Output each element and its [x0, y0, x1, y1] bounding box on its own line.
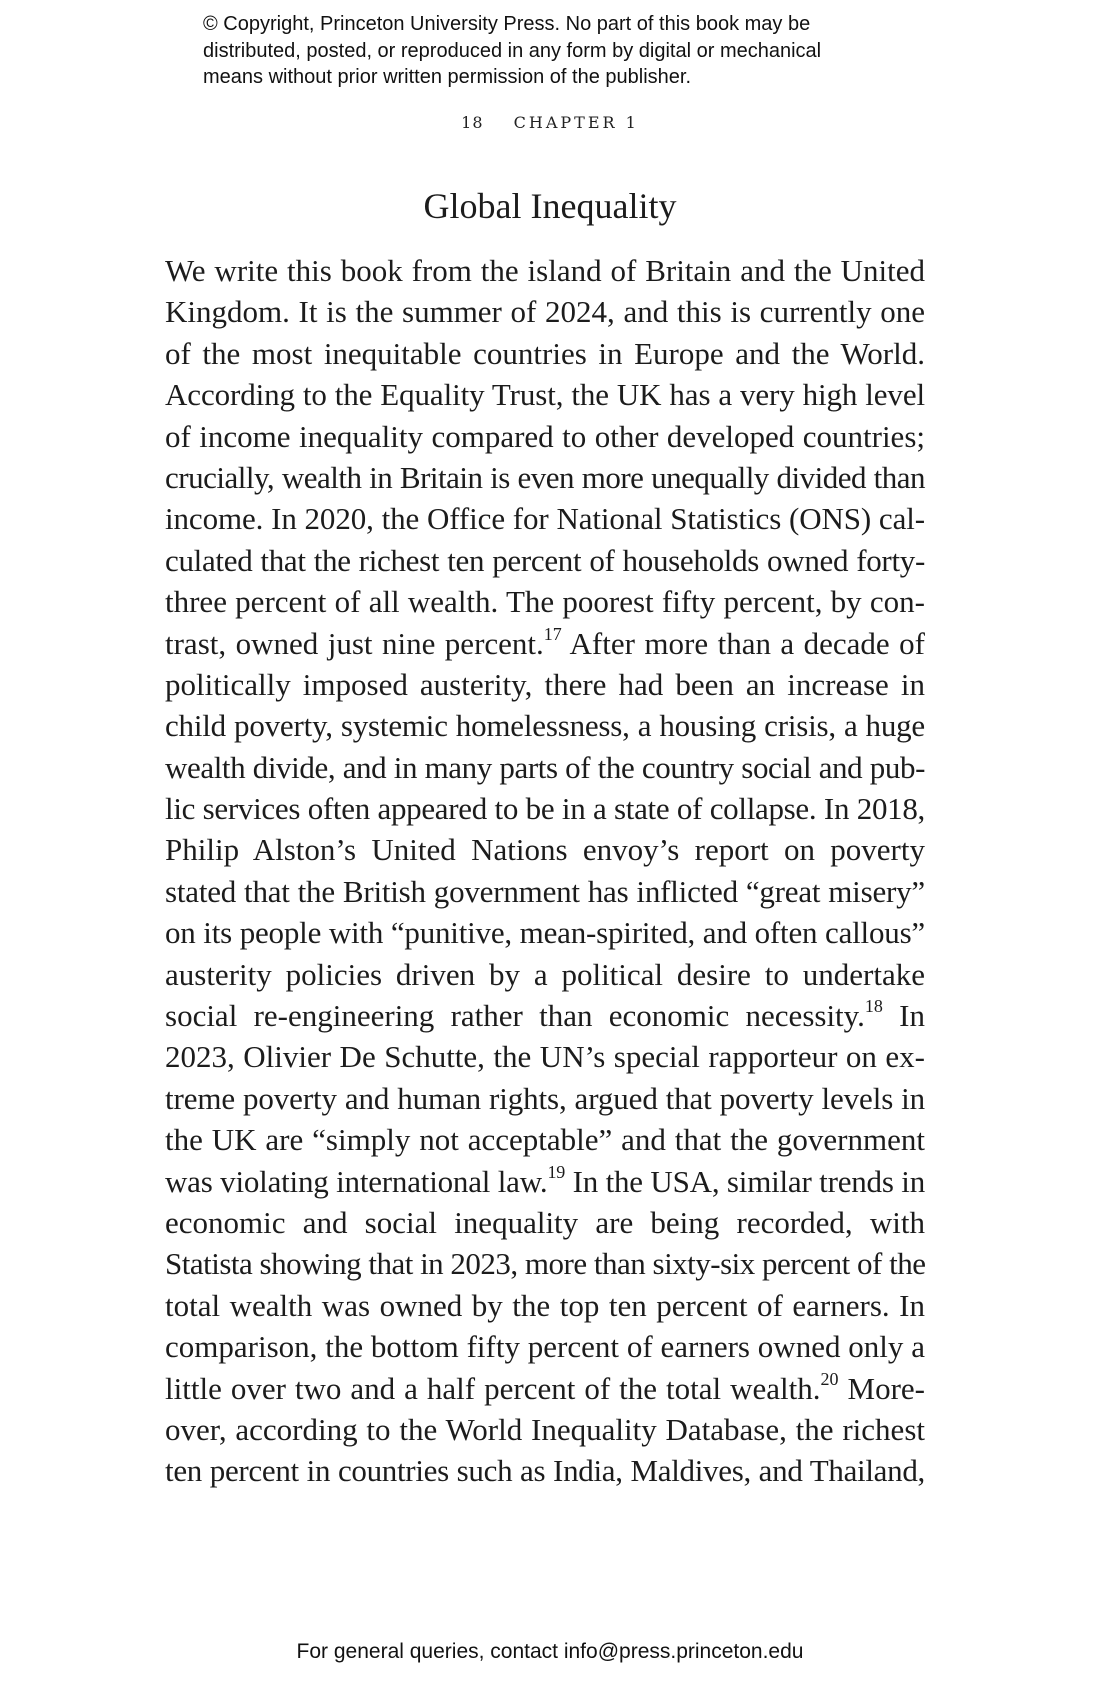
- text-line: ten percent in countries such as India, Maldives, and Thailand,: [165, 1453, 925, 1489]
- text-line: politically imposed austerity, there had been an increase in: [165, 666, 925, 702]
- text-line-with-note: [165, 623, 925, 664]
- page-number: 18: [461, 113, 484, 132]
- text-line: We write this book from the island of Britain and the United: [165, 253, 925, 288]
- text-line: Statista showing that in 2023, more than sixty-six percent of the: [165, 1246, 926, 1282]
- copyright-line: means without prior written permission of the publisher.: [203, 66, 692, 88]
- text-line: lic services often appeared to be in a state of collapse. In 2018,: [165, 791, 925, 827]
- text-line: Philip Alston’s United Nations envoy’s report on poverty: [165, 832, 925, 868]
- footer-contact: For general queries, contact info@press.princeton.edu: [296, 1640, 804, 1663]
- copyright-line: distributed, posted, or reproduced in any form by digital or mechanical: [203, 39, 822, 62]
- footnote-ref-19[interactable]: 19: [547, 1161, 566, 1182]
- footnote-ref-18[interactable]: 18: [864, 996, 883, 1017]
- text-line: wealth divide, and in many parts of the country social and pub-: [165, 749, 925, 785]
- text-line: Kingdom. It is the summer of 2024, and this is currently one: [165, 294, 925, 330]
- line-text: little over two and a half percent of the total wealth.: [165, 1370, 821, 1406]
- text-line: over, according to the World Inequality Database, the richest: [165, 1411, 925, 1447]
- text-line: child poverty, systemic homelessness, a housing crisis, a huge: [165, 708, 925, 744]
- text-line: income. In 2020, the Office for National Statistics (ONS) cal-: [165, 501, 925, 537]
- text-line: three percent of all wealth. The poorest fifty percent, by con-: [165, 584, 925, 620]
- text-line: on its people with “punitive, mean-spirited, and often callous”: [165, 915, 925, 951]
- line-tail: In the USA, similar trends in: [565, 1163, 925, 1199]
- line-text: social re-engineering rather than economic necessity.: [165, 998, 865, 1034]
- section-title: Global Inequality: [423, 186, 677, 226]
- footnote-ref-17[interactable]: 17: [543, 623, 562, 644]
- line-tail: After more than a decade of: [561, 625, 925, 661]
- footnote-ref-20[interactable]: 20: [820, 1368, 839, 1389]
- text-line-with-note: [165, 995, 925, 1036]
- copyright-notice: [203, 11, 963, 91]
- text-line: treme poverty and human rights, argued that poverty levels in: [165, 1080, 925, 1116]
- text-line: According to the Equality Trust, the UK has a very high level: [165, 377, 925, 413]
- text-line: stated that the British government has inflicted “great misery”: [165, 873, 925, 909]
- text-line: total wealth was owned by the top ten percent of earners. In: [165, 1287, 925, 1323]
- running-head: [0, 113, 1100, 132]
- text-line: 2023, Olivier De Schutte, the UN’s special rapporteur on ex-: [165, 1039, 925, 1075]
- line-text: trast, owned just nine percent.: [165, 625, 544, 661]
- line-tail: More-: [838, 1370, 925, 1406]
- text-line-with-note: [165, 1368, 925, 1409]
- text-line: of the most inequitable countries in Europe and the World.: [165, 335, 925, 371]
- text-line: comparison, the bottom fifty percent of earners owned only a: [165, 1329, 925, 1365]
- line-text: was violating international law.: [165, 1163, 548, 1199]
- body-paragraph: [165, 250, 925, 1492]
- text-line: crucially, wealth in Britain is even more unequally divided than: [165, 459, 925, 495]
- text-line-with-note: [165, 1161, 925, 1202]
- copyright-line: © Copyright, Princeton University Press. No part of this book may be: [203, 13, 811, 35]
- line-tail: In: [882, 998, 925, 1034]
- text-line: culated that the richest ten percent of households owned forty-: [165, 542, 925, 578]
- text-line: the UK are “simply not acceptable” and that the government: [165, 1122, 925, 1158]
- text-line: austerity policies driven by a political desire to undertake: [165, 956, 925, 992]
- text-line: of income inequality compared to other developed countries;: [165, 418, 925, 454]
- text-line: economic and social inequality are being recorded, with: [165, 1204, 925, 1240]
- chapter-label: CHAPTER 1: [513, 113, 639, 132]
